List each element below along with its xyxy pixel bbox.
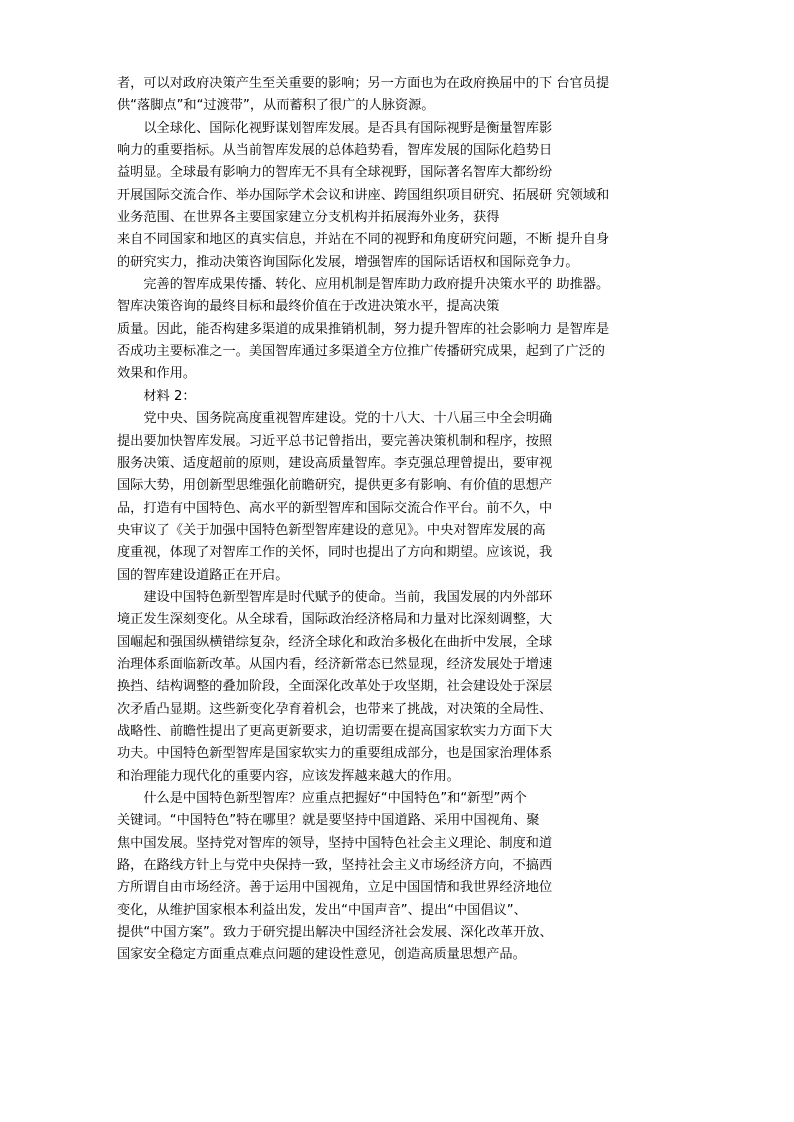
text-line: 供“落脚点”和“过渡带”，从而蓄积了很广的人脉资源。 (117, 98, 435, 114)
text-line: 焦中国发展。坚持党对智库的领导，坚持中国特色社会主义理论、制度和道 (117, 835, 553, 851)
text-line: 质量。因此，能否构建多渠道的成果推销机制，努力提升智库的社会影响力 是智库是 (117, 321, 610, 337)
text-line: 央审议了《关于加强中国特色新型智库建设的意见》。中央对智库发展的高 (117, 522, 546, 538)
text-line: 党中央、国务院高度重视智库建设。党的十八大、十八届三中全会明确 (117, 411, 553, 427)
text-line: 的研究实力，推动决策咨询国际化发展，增强智库的国际话语权和国际竞争力。 (117, 254, 579, 270)
text-line: 变化，从维护国家根本利益出发，发出“中国声音”、提出“中国倡议”、 (117, 902, 527, 918)
text-line: 国的智库建设道路正在开启。 (117, 567, 289, 583)
text-line: 度重视，体现了对智库工作的关怀，同时也提出了方向和期望。应该说，我 (117, 545, 553, 561)
text-line: 关键词。“中国特色”特在哪里？就是要坚持中国道路、采用中国视角、聚 (117, 813, 540, 829)
text-line: 治理体系面临新改革。从国内看，经济新常态已然显现，经济发展处于增速 (117, 656, 553, 672)
text-line: 功夫。中国特色新型智库是国家软实力的重要组成部分，也是国家治理体系 (117, 746, 553, 762)
text-line: 服务决策、适度超前的原则，建设高质量智库。李克强总理曾提出，要审视 (117, 455, 553, 471)
text-line: 效果和作用。 (117, 366, 197, 382)
text-line: 换挡、结构调整的叠加阶段，全面深化改革处于攻坚期，社会建设处于深层 (117, 679, 553, 695)
text-line: 益明显。全球最有影响力的智库无不具有全球视野，国际著名智库大都纷纷 (117, 165, 553, 181)
text-line: 业务范围、在世界各主要国家建立分支机构并拓展海外业务，获得 (117, 210, 500, 226)
text-line: 响力的重要指标。从当前智库发展的总体趋势看，智库发展的国际化趋势日 (117, 143, 553, 159)
text-line: 开展国际交流合作、举办国际学术会议和讲座、跨国组织项目研究、拓展研 究领域和 (117, 187, 610, 203)
text-line: 智库决策咨询的最终目标和最终价值在于改进决策水平，提高决策 (117, 299, 500, 315)
document-page (117, 73, 647, 967)
text-line: 次矛盾凸显期。这些新变化孕育着机会，也带来了挑战，对决策的全局性、 (117, 701, 553, 717)
text-line: 提供“中国方案”。致力于研究提出解决中国经济社会发展、深化改革开放、 (117, 925, 553, 941)
text-line: 和治理能力现代化的重要内容，应该发挥越来越大的作用。 (117, 768, 460, 784)
section-label: 材料 2： (117, 388, 196, 404)
text-line: 提出要加快智库发展。习近平总书记曾指出，要完善决策机制和程序，按照 (117, 433, 553, 449)
text-line: 品，打造有中国特色、高水平的新型智库和国际交流合作平台。前不久，中 (117, 500, 553, 516)
text-line: 什么是中国特色新型智库？应重点把握好“中国特色”和“新型”两个 (117, 791, 527, 806)
text-line: 方所谓自由市场经济。善于运用中国视角，立足中国国情和我世界经济地位 (117, 880, 553, 896)
text-line: 否成功主要标准之一。美国智库通过多渠道全方位推广传播研究成果，起到了广泛的 (117, 344, 605, 360)
text-line: 者，可以对政府决策产生至关重要的影响；另一方面也为在政府换届中的下 台官员提 (117, 76, 610, 91)
text-line: 来自不同国家和地区的真实信息，并站在不同的视野和角度研究问题，不断 提升自身 (117, 232, 610, 248)
text-line: 路，在路线方针上与党中央保持一致，坚持社会主义市场经济方向，不搞西 (117, 858, 553, 874)
text-line: 完善的智库成果传播、转化、应用机制是智库助力政府提升决策水平的 助推器。 (117, 277, 610, 293)
text-line: 以全球化、国际化视野谋划智库发展。是否具有国际视野是衡量智库影 (117, 120, 553, 136)
text-line: 建设中国特色新型智库是时代赋予的使命。当前，我国发展的内外部环 (117, 589, 553, 605)
text-line: 国际大势，用创新型思维强化前瞻研究，提供更多有影响、有价值的思想产 (117, 478, 553, 494)
text-line: 战略性、前瞻性提出了更高更新要求，迫切需要在提高国家软实力方面下大 (117, 723, 553, 739)
text-line: 国家安全稳定方面重点难点问题的建设性意见，创造高质量思想产品。 (117, 947, 526, 963)
text-line: 境正发生深刻变化。从全球看，国际政治经济格局和力量对比深刻调整，大 (117, 612, 553, 628)
text-line: 国崛起和强国纵横错综复杂，经济全球化和政治多极化在曲折中发展，全球 (117, 634, 553, 650)
